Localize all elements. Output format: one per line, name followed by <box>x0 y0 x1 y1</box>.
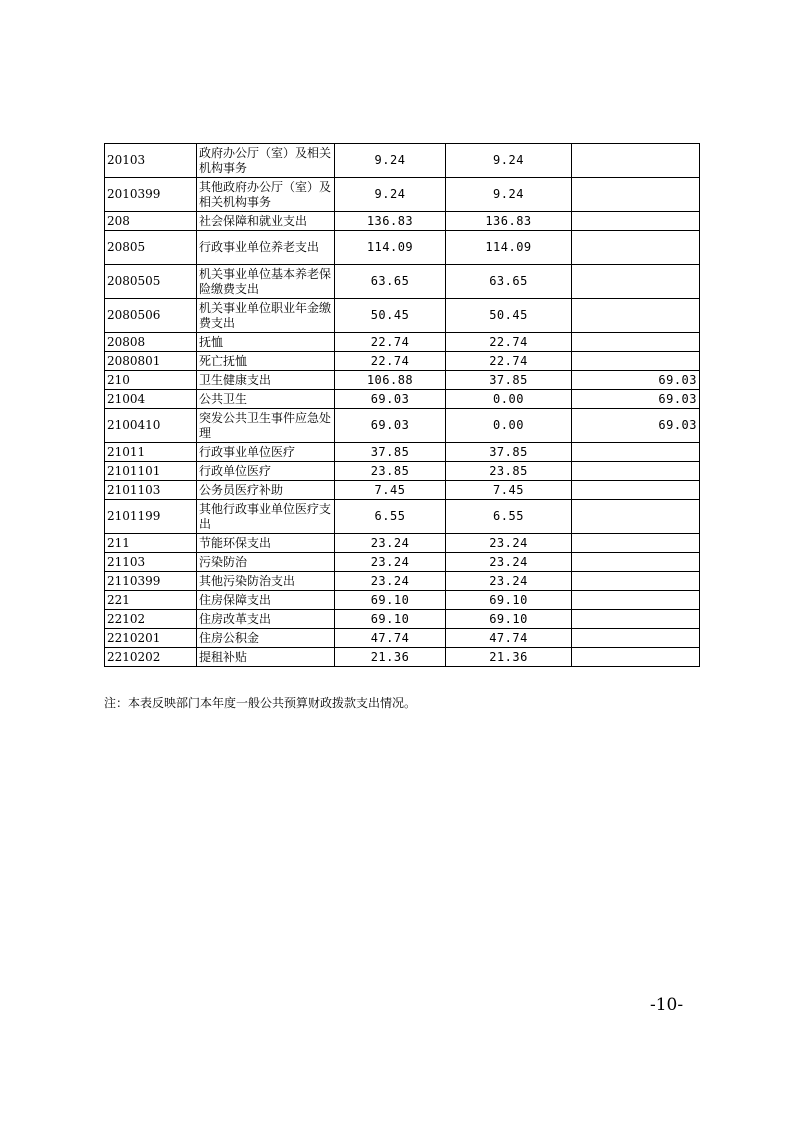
basic-expenditure-cell: 0.00 <box>446 390 572 409</box>
basic-expenditure-cell: 69.10 <box>446 610 572 629</box>
table-row <box>105 144 700 178</box>
subject-name-cell: 住房改革支出 <box>197 610 335 629</box>
subject-name-cell: 住房保障支出 <box>197 591 335 610</box>
basic-expenditure-cell: 50.45 <box>446 299 572 333</box>
table-row <box>105 534 700 553</box>
project-expenditure-cell <box>572 299 700 333</box>
subject-code-cell: 20805 <box>105 231 197 265</box>
total-amount-cell: 22.74 <box>335 333 446 352</box>
total-amount-cell: 23.24 <box>335 534 446 553</box>
subject-code-cell: 21103 <box>105 553 197 572</box>
basic-expenditure-cell: 0.00 <box>446 409 572 443</box>
table-row <box>105 352 700 371</box>
project-expenditure-cell <box>572 534 700 553</box>
total-amount-cell: 21.36 <box>335 648 446 667</box>
table-row <box>105 629 700 648</box>
subject-name-cell: 政府办公厅（室）及相关机构事务 <box>197 144 335 178</box>
subject-name-cell: 节能环保支出 <box>197 534 335 553</box>
subject-name-cell: 其他行政事业单位医疗支出 <box>197 500 335 534</box>
table-row <box>105 500 700 534</box>
table-row <box>105 443 700 462</box>
total-amount-cell: 9.24 <box>335 144 446 178</box>
table-row <box>105 333 700 352</box>
expenditure-table <box>104 143 700 667</box>
subject-code-cell: 22102 <box>105 610 197 629</box>
project-expenditure-cell <box>572 352 700 371</box>
total-amount-cell: 69.10 <box>335 610 446 629</box>
total-amount-cell: 9.24 <box>335 178 446 212</box>
subject-code-cell: 2101103 <box>105 481 197 500</box>
subject-name-cell: 社会保障和就业支出 <box>197 212 335 231</box>
total-amount-cell: 6.55 <box>335 500 446 534</box>
subject-name-cell: 提租补贴 <box>197 648 335 667</box>
table-row <box>105 648 700 667</box>
project-expenditure-cell <box>572 212 700 231</box>
basic-expenditure-cell: 114.09 <box>446 231 572 265</box>
subject-name-cell: 机关事业单位基本养老保险缴费支出 <box>197 265 335 299</box>
basic-expenditure-cell: 22.74 <box>446 352 572 371</box>
total-amount-cell: 50.45 <box>335 299 446 333</box>
project-expenditure-cell <box>572 629 700 648</box>
project-expenditure-cell <box>572 462 700 481</box>
project-expenditure-cell <box>572 231 700 265</box>
subject-name-cell: 公务员医疗补助 <box>197 481 335 500</box>
total-amount-cell: 23.85 <box>335 462 446 481</box>
basic-expenditure-cell: 22.74 <box>446 333 572 352</box>
subject-name-cell: 突发公共卫生事件应急处理 <box>197 409 335 443</box>
table-row <box>105 371 700 390</box>
total-amount-cell: 63.65 <box>335 265 446 299</box>
total-amount-cell: 106.88 <box>335 371 446 390</box>
subject-name-cell: 行政事业单位养老支出 <box>197 231 335 265</box>
basic-expenditure-cell: 37.85 <box>446 371 572 390</box>
table-row <box>105 212 700 231</box>
table-row <box>105 231 700 265</box>
subject-code-cell: 2101199 <box>105 500 197 534</box>
table-row <box>105 610 700 629</box>
subject-name-cell: 卫生健康支出 <box>197 371 335 390</box>
project-expenditure-cell <box>572 500 700 534</box>
subject-code-cell: 2210202 <box>105 648 197 667</box>
subject-name-cell: 公共卫生 <box>197 390 335 409</box>
subject-name-cell: 行政事业单位医疗 <box>197 443 335 462</box>
project-expenditure-cell <box>572 648 700 667</box>
subject-code-cell: 211 <box>105 534 197 553</box>
table-note: 注：本表反映部门本年度一般公共预算财政拨款支出情况。 <box>104 696 417 710</box>
project-expenditure-cell <box>572 178 700 212</box>
table-row <box>105 572 700 591</box>
subject-name-cell: 行政单位医疗 <box>197 462 335 481</box>
basic-expenditure-cell: 9.24 <box>446 178 572 212</box>
basic-expenditure-cell: 23.85 <box>446 462 572 481</box>
total-amount-cell: 69.10 <box>335 591 446 610</box>
subject-code-cell: 2080505 <box>105 265 197 299</box>
project-expenditure-cell <box>572 333 700 352</box>
project-expenditure-cell <box>572 572 700 591</box>
total-amount-cell: 23.24 <box>335 572 446 591</box>
basic-expenditure-cell: 23.24 <box>446 553 572 572</box>
table-row <box>105 553 700 572</box>
subject-name-cell: 其他政府办公厅（室）及相关机构事务 <box>197 178 335 212</box>
subject-name-cell: 机关事业单位职业年金缴费支出 <box>197 299 335 333</box>
subject-code-cell: 2110399 <box>105 572 197 591</box>
table-row <box>105 481 700 500</box>
basic-expenditure-cell: 37.85 <box>446 443 572 462</box>
project-expenditure-cell <box>572 265 700 299</box>
subject-name-cell: 抚恤 <box>197 333 335 352</box>
project-expenditure-cell <box>572 481 700 500</box>
table-row <box>105 591 700 610</box>
subject-name-cell: 住房公积金 <box>197 629 335 648</box>
project-expenditure-cell: 69.03 <box>572 409 700 443</box>
table-row <box>105 265 700 299</box>
total-amount-cell: 136.83 <box>335 212 446 231</box>
subject-code-cell: 20103 <box>105 144 197 178</box>
subject-code-cell: 2101101 <box>105 462 197 481</box>
subject-code-cell: 210 <box>105 371 197 390</box>
basic-expenditure-cell: 69.10 <box>446 591 572 610</box>
total-amount-cell: 47.74 <box>335 629 446 648</box>
subject-code-cell: 208 <box>105 212 197 231</box>
total-amount-cell: 22.74 <box>335 352 446 371</box>
subject-code-cell: 2080801 <box>105 352 197 371</box>
subject-code-cell: 20808 <box>105 333 197 352</box>
project-expenditure-cell <box>572 610 700 629</box>
total-amount-cell: 69.03 <box>335 409 446 443</box>
page-number: -10- <box>650 995 684 1015</box>
subject-name-cell: 死亡抚恤 <box>197 352 335 371</box>
subject-code-cell: 2210201 <box>105 629 197 648</box>
project-expenditure-cell <box>572 144 700 178</box>
basic-expenditure-cell: 9.24 <box>446 144 572 178</box>
table-row <box>105 409 700 443</box>
basic-expenditure-cell: 63.65 <box>446 265 572 299</box>
basic-expenditure-cell: 21.36 <box>446 648 572 667</box>
table-row <box>105 178 700 212</box>
subject-code-cell: 221 <box>105 591 197 610</box>
table-row <box>105 462 700 481</box>
basic-expenditure-cell: 6.55 <box>446 500 572 534</box>
basic-expenditure-cell: 23.24 <box>446 572 572 591</box>
project-expenditure-cell <box>572 443 700 462</box>
total-amount-cell: 23.24 <box>335 553 446 572</box>
basic-expenditure-cell: 23.24 <box>446 534 572 553</box>
subject-code-cell: 21004 <box>105 390 197 409</box>
total-amount-cell: 114.09 <box>335 231 446 265</box>
subject-name-cell: 污染防治 <box>197 553 335 572</box>
table-row <box>105 390 700 409</box>
project-expenditure-cell: 69.03 <box>572 390 700 409</box>
table-row <box>105 299 700 333</box>
subject-code-cell: 2080506 <box>105 299 197 333</box>
basic-expenditure-cell: 47.74 <box>446 629 572 648</box>
project-expenditure-cell <box>572 553 700 572</box>
total-amount-cell: 7.45 <box>335 481 446 500</box>
subject-code-cell: 2010399 <box>105 178 197 212</box>
project-expenditure-cell <box>572 591 700 610</box>
subject-code-cell: 2100410 <box>105 409 197 443</box>
basic-expenditure-cell: 7.45 <box>446 481 572 500</box>
total-amount-cell: 37.85 <box>335 443 446 462</box>
total-amount-cell: 69.03 <box>335 390 446 409</box>
subject-code-cell: 21011 <box>105 443 197 462</box>
table-body <box>105 144 700 667</box>
basic-expenditure-cell: 136.83 <box>446 212 572 231</box>
subject-name-cell: 其他污染防治支出 <box>197 572 335 591</box>
project-expenditure-cell: 69.03 <box>572 371 700 390</box>
